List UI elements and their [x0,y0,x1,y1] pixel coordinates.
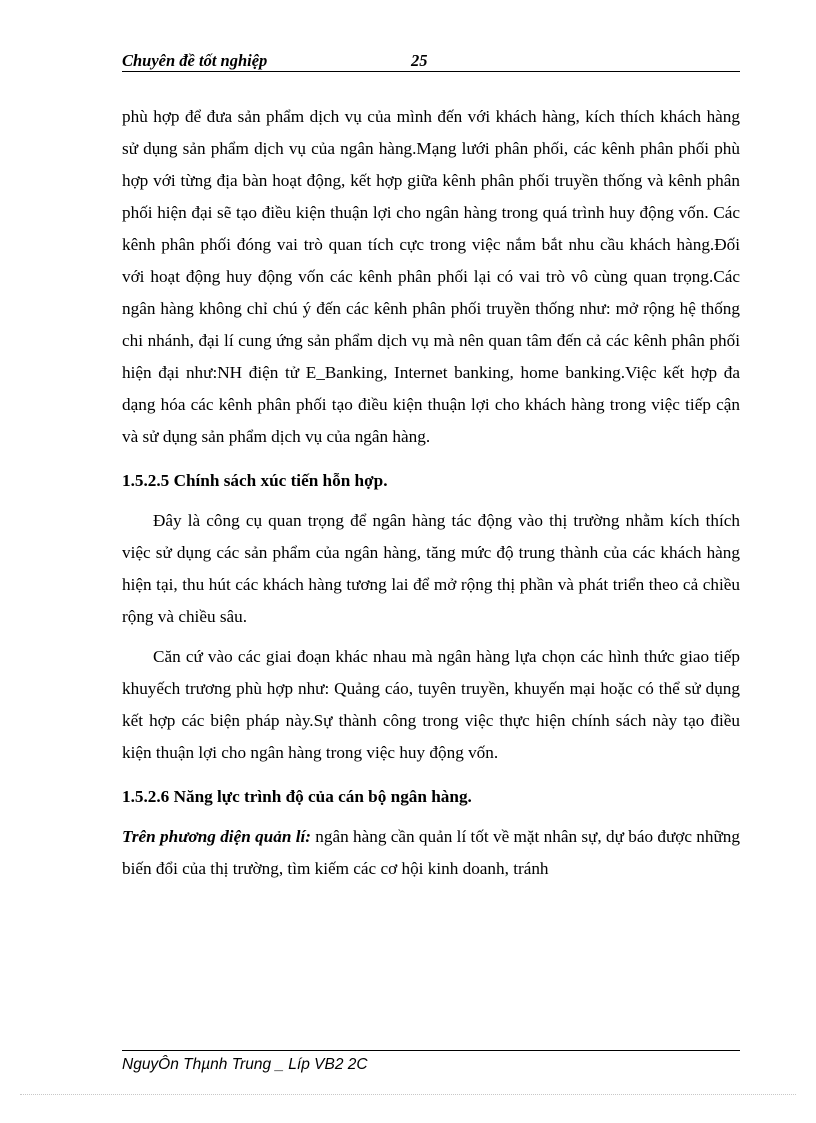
page-number: 25 [411,51,428,70]
document-body [122,101,740,885]
page-header [122,50,740,72]
paragraph-promotion-stages: Căn cứ vào các giai đoạn khác nhau mà ngân hàng lựa chọn các hình thức giao tiếp khuyếch trương phù hợp như: Quảng cáo, tuyên truyền, khuyến mại hoặc có thể sử dụng kết hợp các biện pháp này.Sự thành công trong việc thực hiện chính sách này tạo điều kiện thuận lợi cho ngân hàng trong việc huy động vốn. [122,647,740,762]
paragraph-promotion-tool: Đây là công cụ quan trọng để ngân hàng tác động vào thị trường nhằm kích thích việc sử dụng các sản phẩm của ngân hàng, tăng mức độ trung thành của các khách hàng hiện tại, thu hút các khách hàng tương lai để mở rộng thị phần và phát triển theo cả chiều rộng và chiều sâu. [122,511,740,626]
footer-author: NguyÔn Thµnh Trung _ Líp VB2 2C [122,1056,368,1073]
section-heading-1526: 1.5.2.6 Năng lực trình độ của cán bộ ngân hàng. [122,787,472,806]
paragraph-distribution-channels: phù hợp để đưa sản phẩm dịch vụ của mình đến với khách hàng, kích thích khách hàng sử dụng sản phẩm dịch vụ của ngân hàng.Mạng lưới phân phối, các kênh phân phối phù hợp với từng địa bàn hoạt động, kết hợp giữa kênh phân phối truyền thống và kênh phân phối hiện đại sẽ tạo điều kiện thuận lợi cho ngân hàng trong quá trình huy động vốn. Các kênh phân phối đóng vai trò quan tích cực trong việc nắm bắt nhu cầu khách hàng.Đối với hoạt động huy động vốn các kênh phân phối lại có vai trò vô cùng quan trọng.Các ngân hàng không chỉ chú ý đến các kênh phân phối truyền thống như: mở rộng hệ thống chi nhánh, đại lí cung ứng sản phẩm dịch vụ mà nên quan tâm đến cả các kênh phân phối hiện đại như:NH điện tử E_Banking, Internet banking, home banking.Việc kết hợp đa dạng hóa các kênh phân phối tạo điều kiện thuận lợi cho khách hàng trong việc tiếp cận và sử dụng sản phẩm dịch vụ của ngân hàng. [122,107,740,446]
paragraph-lead-phrase: Trên phương diện quản lí: [122,827,311,846]
page-footer [122,1050,740,1075]
paragraph-management-aspect [122,821,740,885]
paragraph-management-text: ngân hàng cần quản lí tốt về mặt nhân sự, dự báo được những biến đổi của thị trường, tìm kiếm các cơ hội kinh doanh, tránh [122,827,740,878]
section-heading-1525: 1.5.2.5 Chính sách xúc tiến hỗn hợp. [122,471,388,490]
page-bottom-edge [20,1094,796,1095]
document-title: Chuyên đề tốt nghiệp [122,51,268,70]
